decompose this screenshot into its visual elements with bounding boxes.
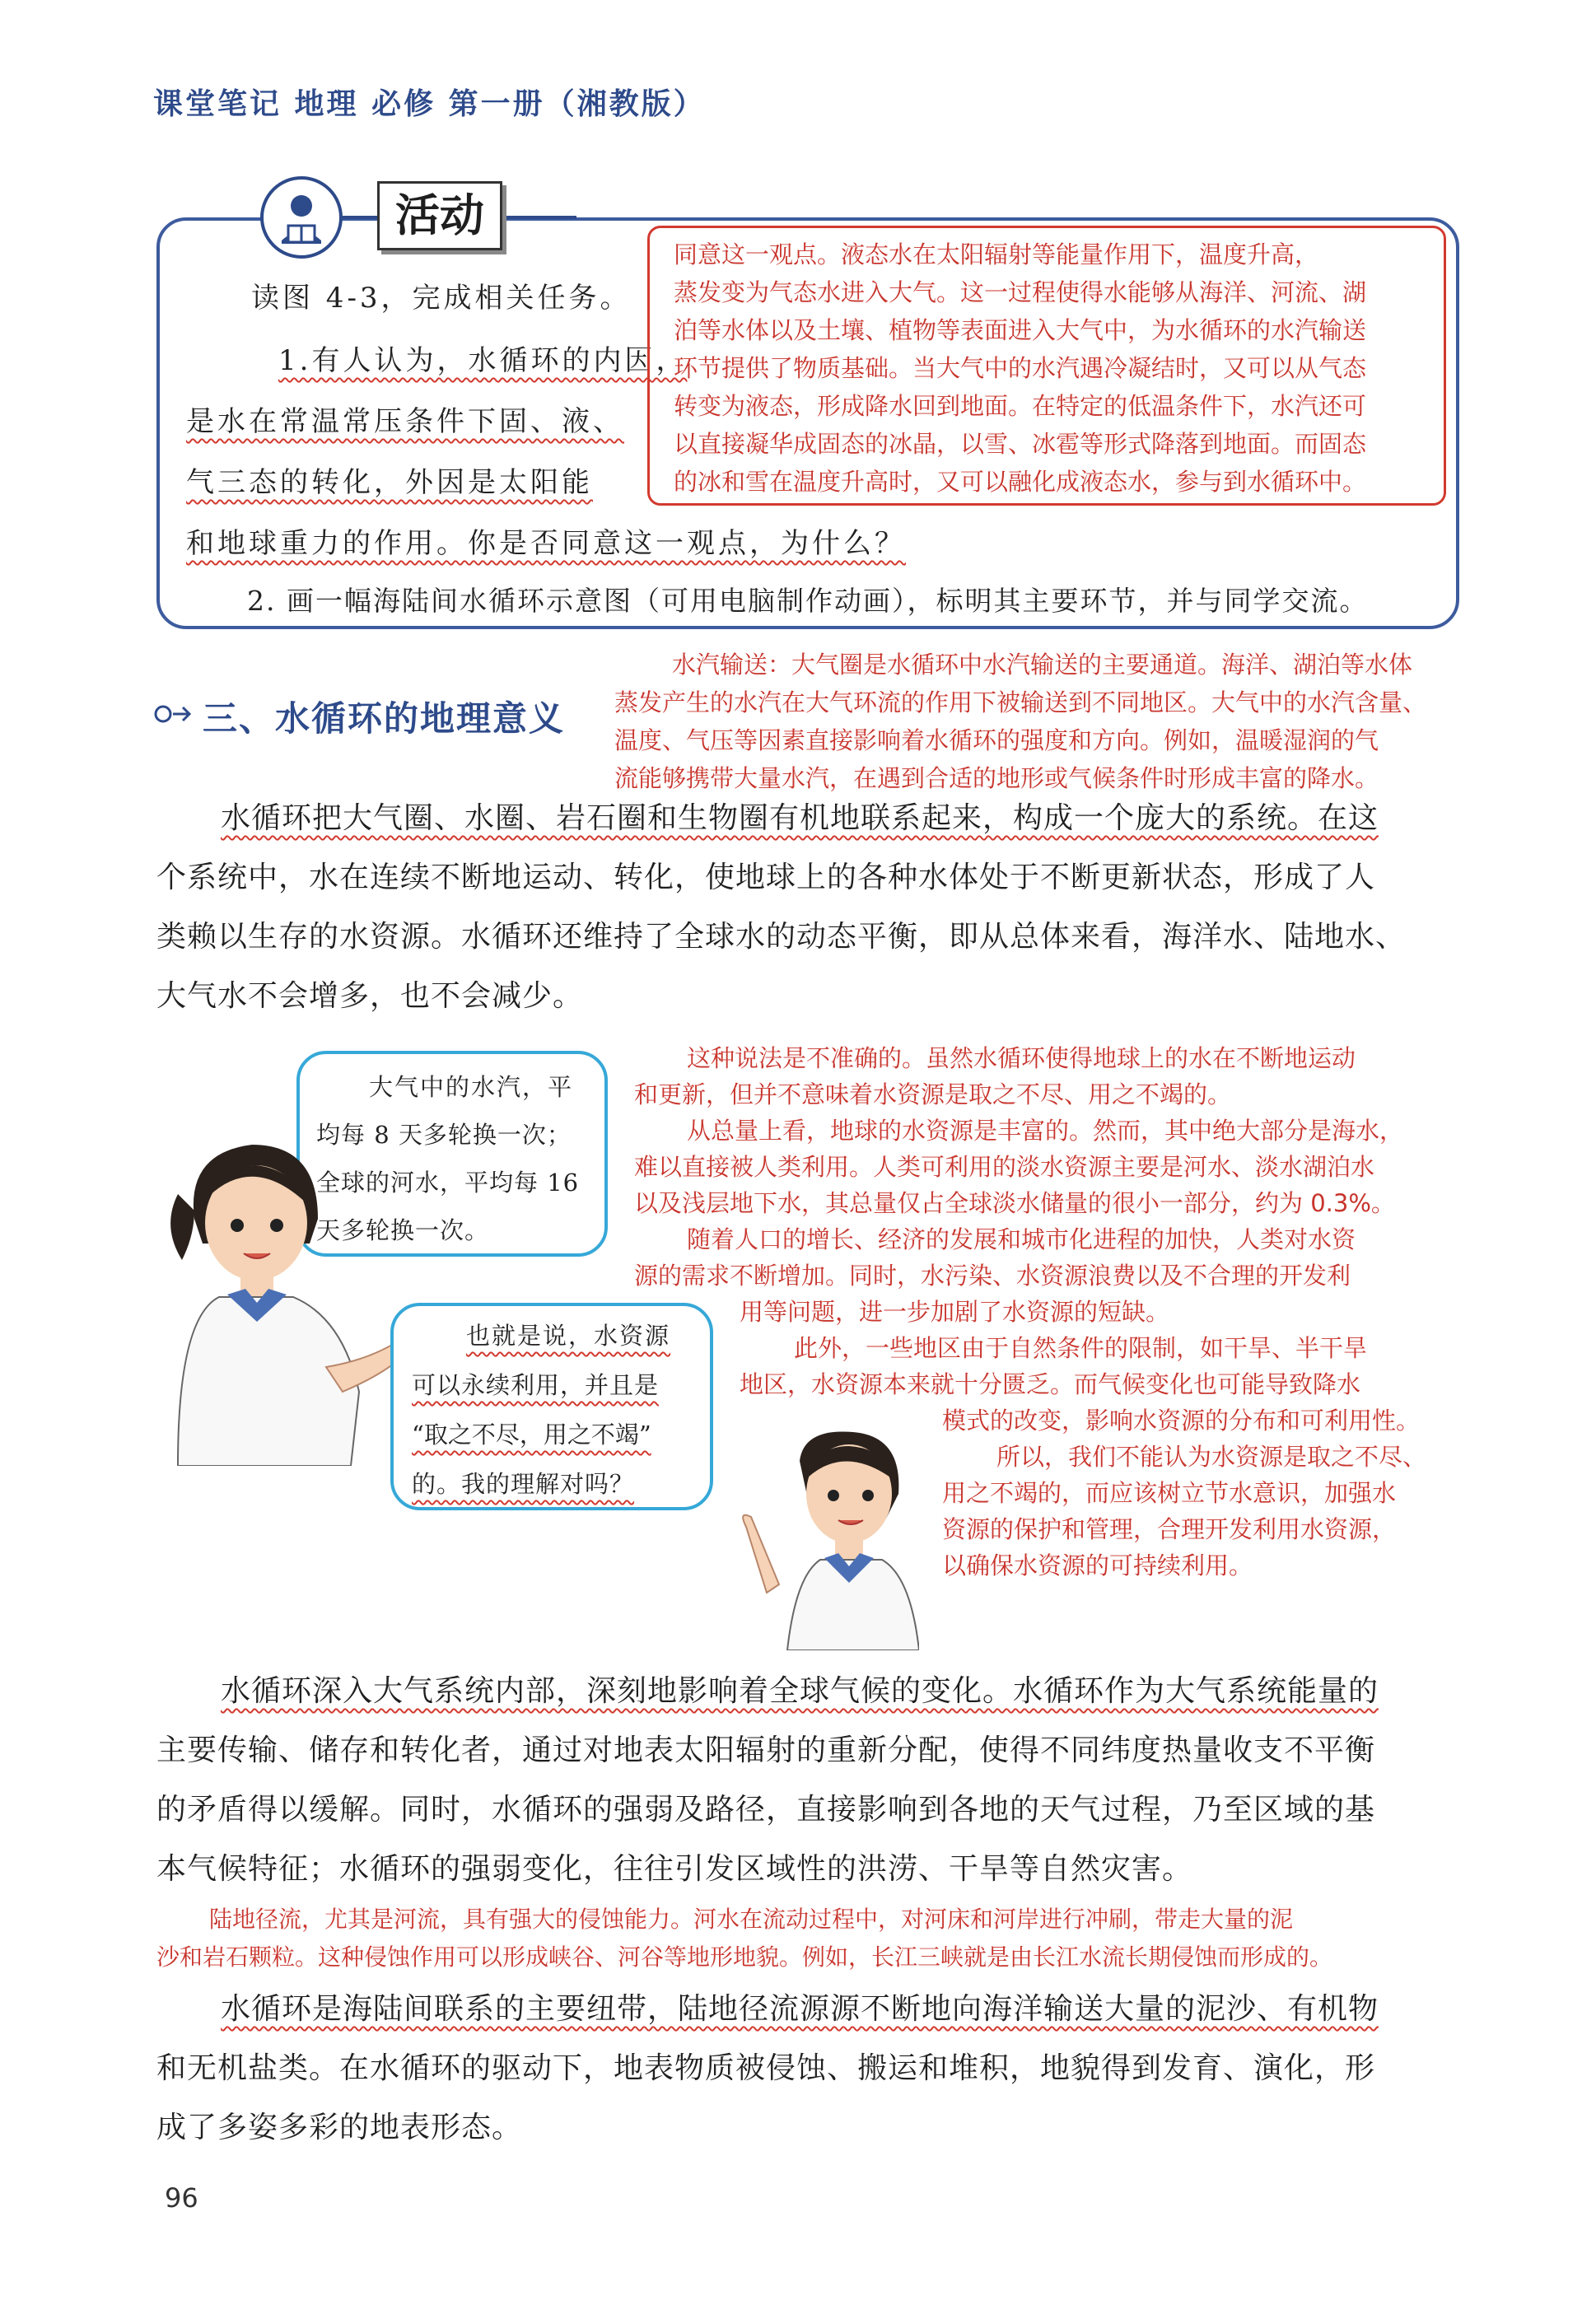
bubble-2-line: 可以永续利用，并且是	[412, 1371, 660, 1399]
resource-note-line: 模式的改变，影响水资源的分布和可利用性。	[942, 1407, 1421, 1435]
paragraph-2-line: 的矛盾得以缓解。同时，水循环的强弱及路径，直接影响到各地的天气过程，乃至区域的基	[156, 1793, 1376, 1827]
resource-note-line: 这种说法是不准确的。虽然水循环使得地球上的水在不断地运动	[687, 1044, 1356, 1072]
paragraph-3-line: 水循环是海陆间联系的主要纽带，陆地径流源源不断地向海洋输送大量的泥沙、有机物	[221, 1992, 1379, 2026]
resource-note-line: 用等问题，进一步加剧了水资源的短缺。	[740, 1298, 1170, 1326]
activity-intro: 读图 4-3，完成相关任务。	[251, 282, 632, 315]
question-2: 2. 画一幅海陆间水循环示意图（可用电脑制作动画），标明其主要环节，并与同学交流。	[247, 585, 1369, 617]
student-illustration	[721, 1428, 919, 1650]
paragraph-2-line: 主要传输、储存和转化者，通过对地表太阳辐射的重新分配，使得不同纬度热量收支不平衡	[156, 1733, 1376, 1767]
paragraph-1-line: 类赖以生存的水资源。水循环还维持了全球水的动态平衡，即从总体来看，海洋水、陆地水、	[156, 920, 1407, 954]
bubble-1-line: 天多轮换一次。	[316, 1216, 490, 1244]
bubble-1-line: 全球的河水，平均每 16	[316, 1169, 580, 1197]
resource-note-line: 难以直接被人类利用。人类可利用的淡水资源主要是河水、淡水湖泊水	[634, 1153, 1375, 1181]
paragraph-1-line: 大气水不会增多，也不会减少。	[156, 979, 584, 1013]
paragraph-1-line: 水循环把大气圈、水圈、岩石圈和生物圈有机地联系起来，构成一个庞大的系统。在这	[221, 801, 1379, 835]
book-header: 课堂笔记 地理 必修 第一册（湘教版）	[153, 87, 706, 121]
resource-note-line: 资源的保护和管理，合理开发利用水资源，	[942, 1515, 1397, 1543]
resource-note-line: 和更新，但并不意味着水资源是取之不尽、用之不竭的。	[634, 1080, 1232, 1108]
bubble-1-line: 大气中的水汽，平	[369, 1073, 574, 1101]
question-1-line-2: 是水在常温常压条件下固、液、	[186, 405, 624, 438]
page-number: 96	[165, 2182, 198, 2214]
resource-note-line: 此外，一些地区由于自然条件的限制，如干旱、半干旱	[794, 1334, 1368, 1362]
paragraph-1-line: 个系统中，水在连续不断地运动、转化，使地球上的各种水体处于不断更新状态，形成了人	[156, 861, 1376, 894]
question-1-line-1: 1.有人认为，水循环的内因，	[278, 344, 688, 377]
resource-note-line: 随着人口的增长、经济的发展和城市化进程的加快，人类对水资	[687, 1225, 1356, 1253]
paragraph-2-line: 本气候特征；水循环的强弱变化，往往引发区域性的洪涝、干旱等自然灾害。	[156, 1852, 1193, 1886]
activity-label: 活动	[377, 181, 502, 250]
activity-connector	[343, 216, 377, 219]
paragraph-2-line: 水循环深入大气系统内部，深刻地影响着全球气候的变化。水循环作为大气系统能量的	[221, 1674, 1379, 1708]
resource-note-line: 用之不竭的，而应该树立节水意识，加强水	[942, 1479, 1397, 1507]
section-title: 三、水循环的地理意义	[203, 698, 566, 739]
reading-person-icon	[260, 176, 343, 259]
erosion-note-line: 沙和岩石颗粒。这种侵蚀作用可以形成峡谷、河谷等地形地貌。例如，长江三峡就是由长江水流长期侵蚀而形成的。	[156, 1943, 1333, 1971]
answer-1-line: 蒸发变为气态水进入大气。这一过程使得水能够从海洋、河流、湖	[674, 278, 1367, 306]
bubble-2-line: 的。我的理解对吗？	[412, 1470, 635, 1498]
vapor-note-line: 流能够携带大量水汽，在遇到合适的地形或气候条件时形成丰富的降水。	[614, 764, 1379, 792]
answer-1-line: 环节提供了物质基础。当大气中的水汽遇冷凝结时，又可以从气态	[674, 354, 1367, 382]
erosion-note-line: 陆地径流，尤其是河流，具有强大的侵蚀能力。河水在流动过程中，对河床和河岸进行冲刷，带走大量的泥	[209, 1906, 1294, 1933]
resource-note-line: 以及浅层地下水，其总量仅占全球淡水储量的很小一部分，约为 0.3%。	[634, 1189, 1395, 1217]
bubble-1-line: 均每 8 天多轮换一次；	[316, 1121, 572, 1149]
resource-note-line: 源的需求不断增加。同时，水污染、水资源浪费以及不合理的开发利	[634, 1262, 1351, 1290]
vapor-note-line: 水汽输送：大气圈是水循环中水汽输送的主要通道。海洋、湖泊等水体	[672, 651, 1413, 679]
resource-note-line: 地区，水资源本来就十分匮乏。而气候变化也可能导致降水	[740, 1370, 1361, 1398]
resource-note-line: 从总量上看，地球的水资源是丰富的。然而，其中绝大部分是海水，	[687, 1117, 1404, 1145]
answer-1-line: 的冰和雪在温度升高时，又可以融化成液态水，参与到水循环中。	[674, 468, 1367, 496]
answer-1-line: 泊等水体以及土壤、植物等表面进入大气中，为水循环的水汽输送	[674, 316, 1367, 344]
paragraph-3-line: 成了多姿多彩的地表形态。	[156, 2111, 523, 2144]
question-1-line-3: 气三态的转化，外因是太阳能	[186, 466, 593, 499]
resource-note-line: 所以，我们不能认为水资源是取之不尽、	[996, 1443, 1427, 1471]
answer-1-line: 同意这一观点。液态水在太阳辐射等能量作用下，温度升高，	[674, 240, 1319, 268]
activity-connector	[502, 216, 576, 219]
answer-1-line: 转变为液态，形成降水回到地面。在特定的低温条件下，水汽还可	[674, 392, 1367, 420]
vapor-note-line: 蒸发产生的水汽在大气环流的作用下被输送到不同地区。大气中的水汽含量、	[614, 688, 1427, 716]
paragraph-3-line: 和无机盐类。在水循环的驱动下，地表物质被侵蚀、搬运和堆积，地貌得到发育、演化，形	[156, 2051, 1376, 2085]
question-1-line-4: 和地球重力的作用。你是否同意这一观点，为什么？	[186, 527, 906, 560]
resource-note-line: 以确保水资源的可持续利用。	[942, 1551, 1253, 1579]
answer-1-line: 以直接凝华成固态的冰晶，以雪、冰雹等形式降落到地面。而固态	[674, 430, 1367, 458]
bubble-2-line: 也就是说，水资源	[466, 1322, 671, 1350]
section-arrow-icon	[153, 702, 194, 730]
vapor-note-line: 温度、气压等因素直接影响着水循环的强度和方向。例如，温暖湿润的气	[614, 726, 1379, 754]
bubble-2-line: “取之不尽，用之不竭”	[412, 1421, 651, 1449]
